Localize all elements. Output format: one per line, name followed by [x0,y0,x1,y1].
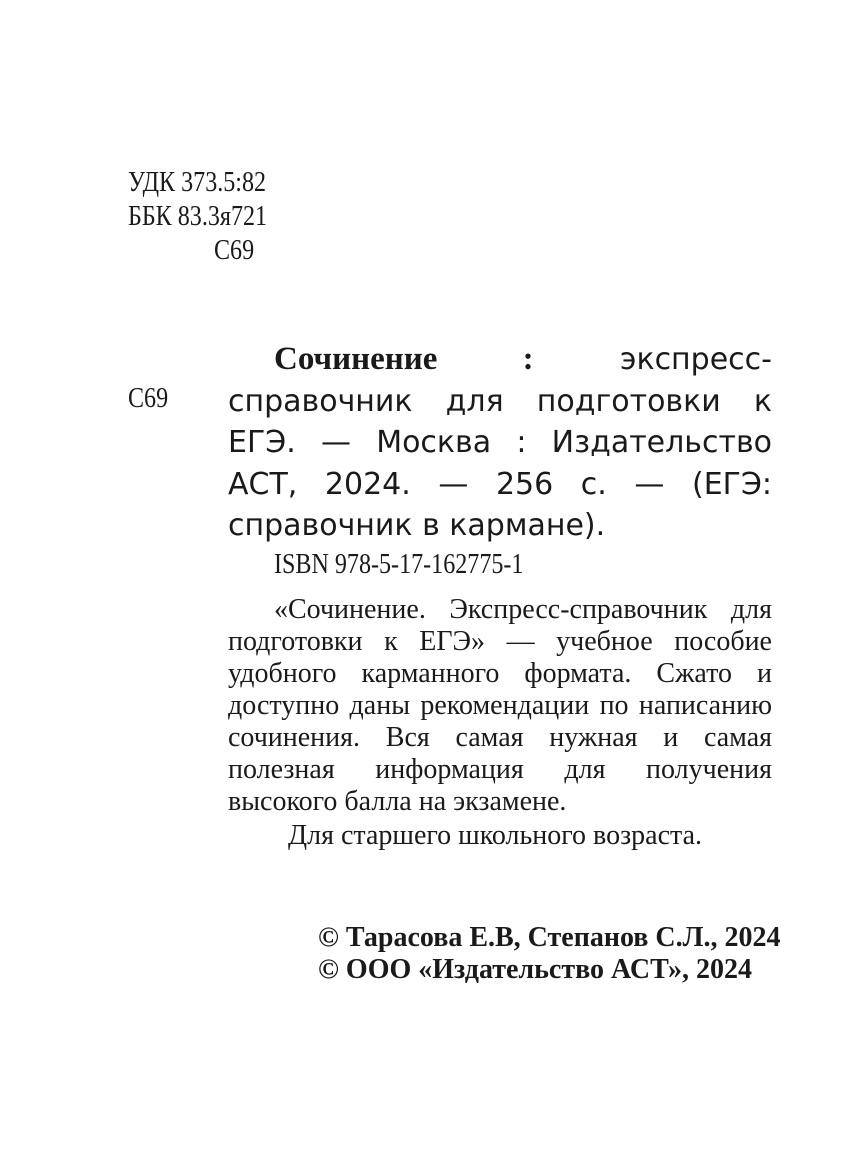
bbk-code: ББК 83.3я721 [128,201,268,232]
description-text: экспресс-справочник для подготовки к ЕГЭ. — Москва : Издательство АСТ, 2024. — 256 с. — (ЕГЭ: справочник в кармане). [228,342,772,543]
author-code: С69 [214,235,255,266]
classification-codes [128,166,267,268]
copyright-block [318,922,780,986]
annotation-text: «Сочинение. Экспресс-справочник для подготовки к ЕГЭ» — учебное пособие удобного карманного формата. Сжато и доступно даны рекомендации по написанию сочинения. Вся самая нужная и самая полезная информация для получения высокого балла на экзамене. [228,594,772,817]
copyright-authors: © Тарасова Е.В, Степанов С.Л., 2024 [318,922,781,953]
description-paragraph [228,339,772,547]
bibliographic-description [228,339,772,547]
annotation [228,594,772,852]
book-title: Сочинение : [274,341,534,377]
copyright-publisher: © ООО «Издательство АСТ», 2024 [318,954,753,985]
author-mark: С69 [128,383,169,414]
udk-code: УДК 373.5:82 [128,167,267,198]
isbn: ISBN 978-5-17-162775-1 [274,549,524,580]
age-rating-text: Для старшего школьного возраста. [288,820,702,851]
